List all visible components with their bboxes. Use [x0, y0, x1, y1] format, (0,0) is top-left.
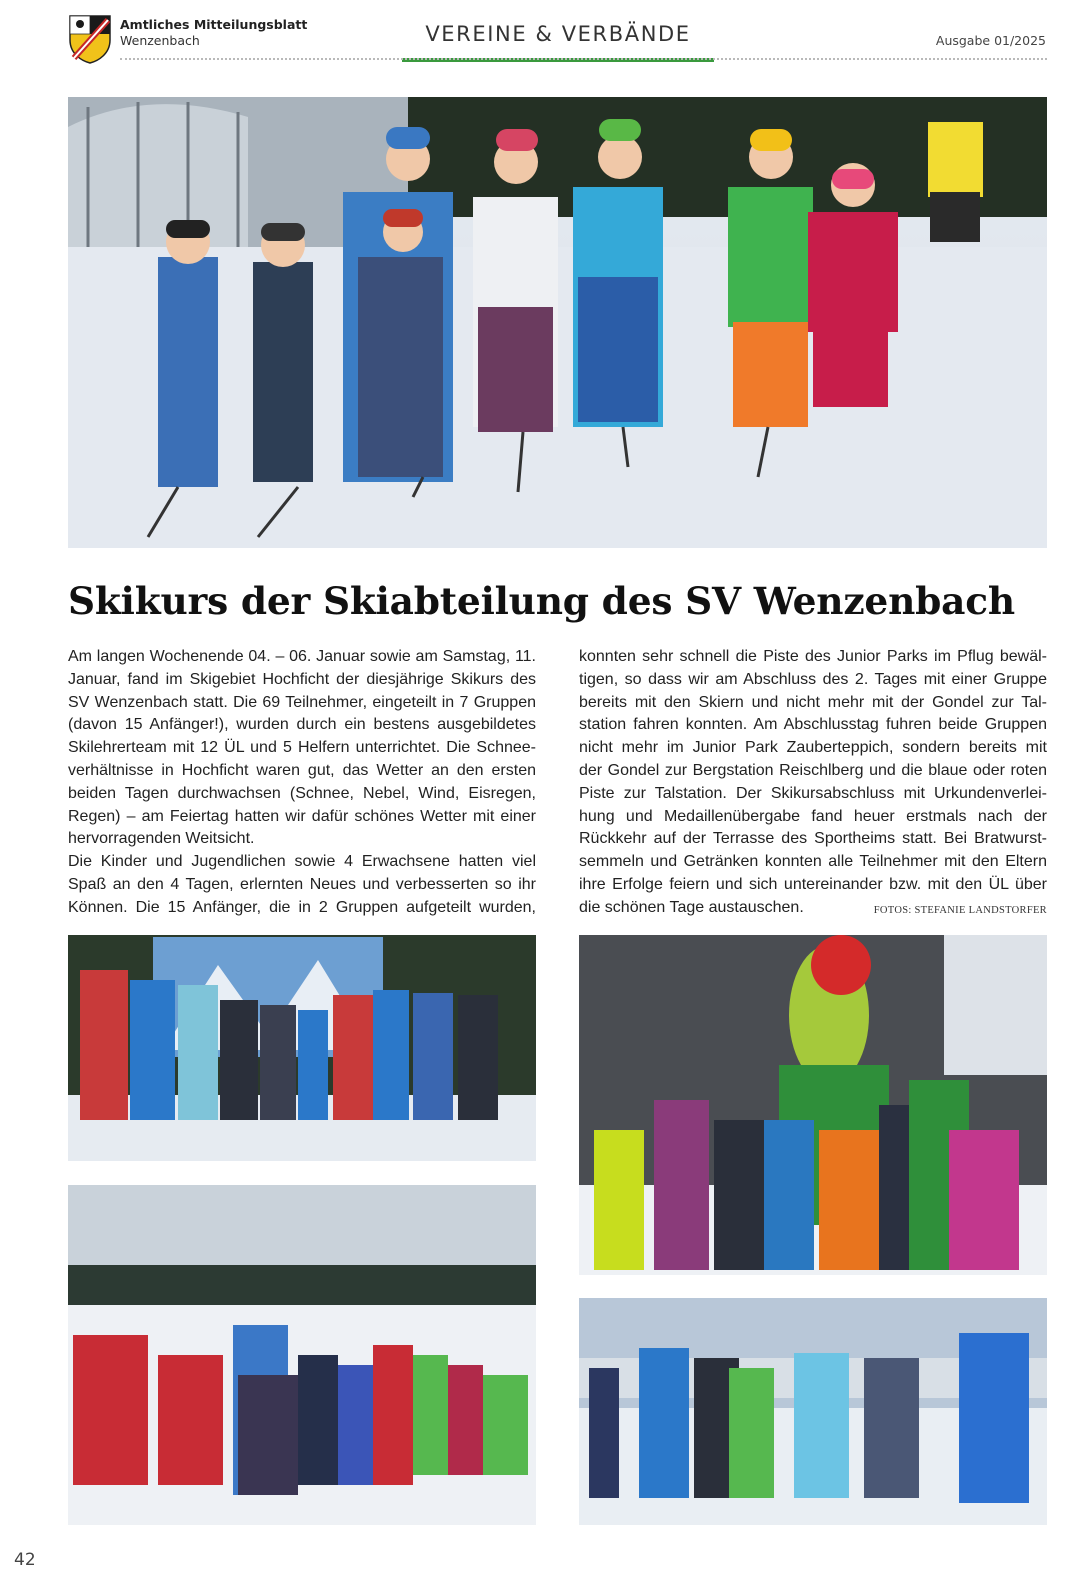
publication-title: Amtliches Mitteilungsblatt	[120, 17, 308, 32]
text-line: Am langen Wochenende 04. – 06. Januar sowie am Samstag, 11.	[68, 648, 536, 665]
text-line: Piste zur Talstation. Der Skikursabschluss mit Urkundenverlei-	[579, 784, 1047, 802]
text-line: Die Kinder und Jugendlichen sowie 4 Erwachsene hatten viel	[68, 853, 536, 871]
section-title: VEREINE & VERBÄNDE	[425, 22, 691, 46]
text-line: Skilehrerteam mit 12 ÜL und 5 Helfern unterrichtet. Die Schnee-	[68, 739, 536, 757]
text-line: hung und Medaillenübergabe fand heuer erstmals nach der	[579, 807, 1047, 825]
text-line: der Gondel zur Bergstation Reischlberg und die blaue oder roten	[579, 761, 1047, 779]
text-line: die schönen Tage austauschen.	[579, 898, 804, 916]
issue-label: Ausgabe 01/2025	[935, 33, 1046, 48]
text-line: (davon 15 Anfänger!), wurden durch ein bestens ausgebildetes	[68, 716, 536, 734]
text-line: beiden Tagen durchwachsen (Schnee, Nebel, Wind, Eisregen,	[68, 784, 536, 802]
text-line: Rückkehr auf der Terrasse des Sportheims statt. Bei Bratwurst-	[579, 830, 1047, 848]
text-line: Spaß an den 4 Tagen, erlernten Neues und verbesserten so ihr	[68, 875, 536, 893]
page-number: 42	[14, 1550, 36, 1570]
text-line: Regen) – am Feiertag hatten wir dafür schönes Wetter mit einer	[68, 807, 536, 825]
text-line: hervorragenden Weitsicht.	[68, 830, 255, 848]
text-line: ihre Erfolge feiern und sich untereinander bzw. mit den ÜL über	[579, 875, 1047, 893]
text-line: Können. Die 15 Anfänger, die in 2 Gruppen aufgeteilt wurden,	[68, 898, 536, 916]
article-column-2	[579, 646, 1047, 923]
hilltop-group-photo	[68, 1185, 536, 1525]
article-headline: Skikurs der Skiabteilung des SV Wenzenbach	[68, 579, 1015, 623]
photo-credit: FOTOS: STEFANIE LANDSTORFER	[873, 904, 1047, 916]
group-photo-panorama-board	[68, 935, 536, 1161]
text-line: tigen, so dass wir am Abschluss des 2. Tages mit einer Gruppe	[579, 670, 1047, 688]
publication-place: Wenzenbach	[120, 33, 200, 48]
text-line: semmeln und Getränken konnten alle Teilnehmer mit den Eltern	[579, 853, 1047, 871]
sunset-group-photo	[579, 1298, 1047, 1525]
article-column-1	[68, 646, 536, 920]
text-line: Januar, fand im Skigebiet Hochficht der diesjährige Skikurs des	[68, 670, 536, 688]
text-line: konnten sehr schnell die Piste des Junior Parks im Pflug bewäl-	[579, 648, 1047, 665]
text-line: station fahren konnten. Am Abschlusstag fuhren beide Gruppen	[579, 716, 1047, 734]
header-divider	[120, 58, 1047, 60]
text-line: verhältnisse in Hochficht waren gut, das Wetter an den ersten	[68, 761, 536, 779]
text-line-with-credit	[579, 897, 1047, 920]
municipal-coat-of-arms-icon	[68, 14, 112, 64]
mascot-group-photo	[579, 935, 1047, 1275]
text-line: nicht mehr im Junior Park Zauberteppich, sondern bereits mit	[579, 739, 1047, 757]
main-group-photo	[68, 97, 1047, 548]
text-line: bereits mit den Skiern und nicht mehr mit der Gondel zur Tal-	[579, 693, 1047, 711]
text-line: SV Wenzenbach statt. Die 69 Teilnehmer, eingeteilt in 7 Gruppen	[68, 693, 536, 711]
